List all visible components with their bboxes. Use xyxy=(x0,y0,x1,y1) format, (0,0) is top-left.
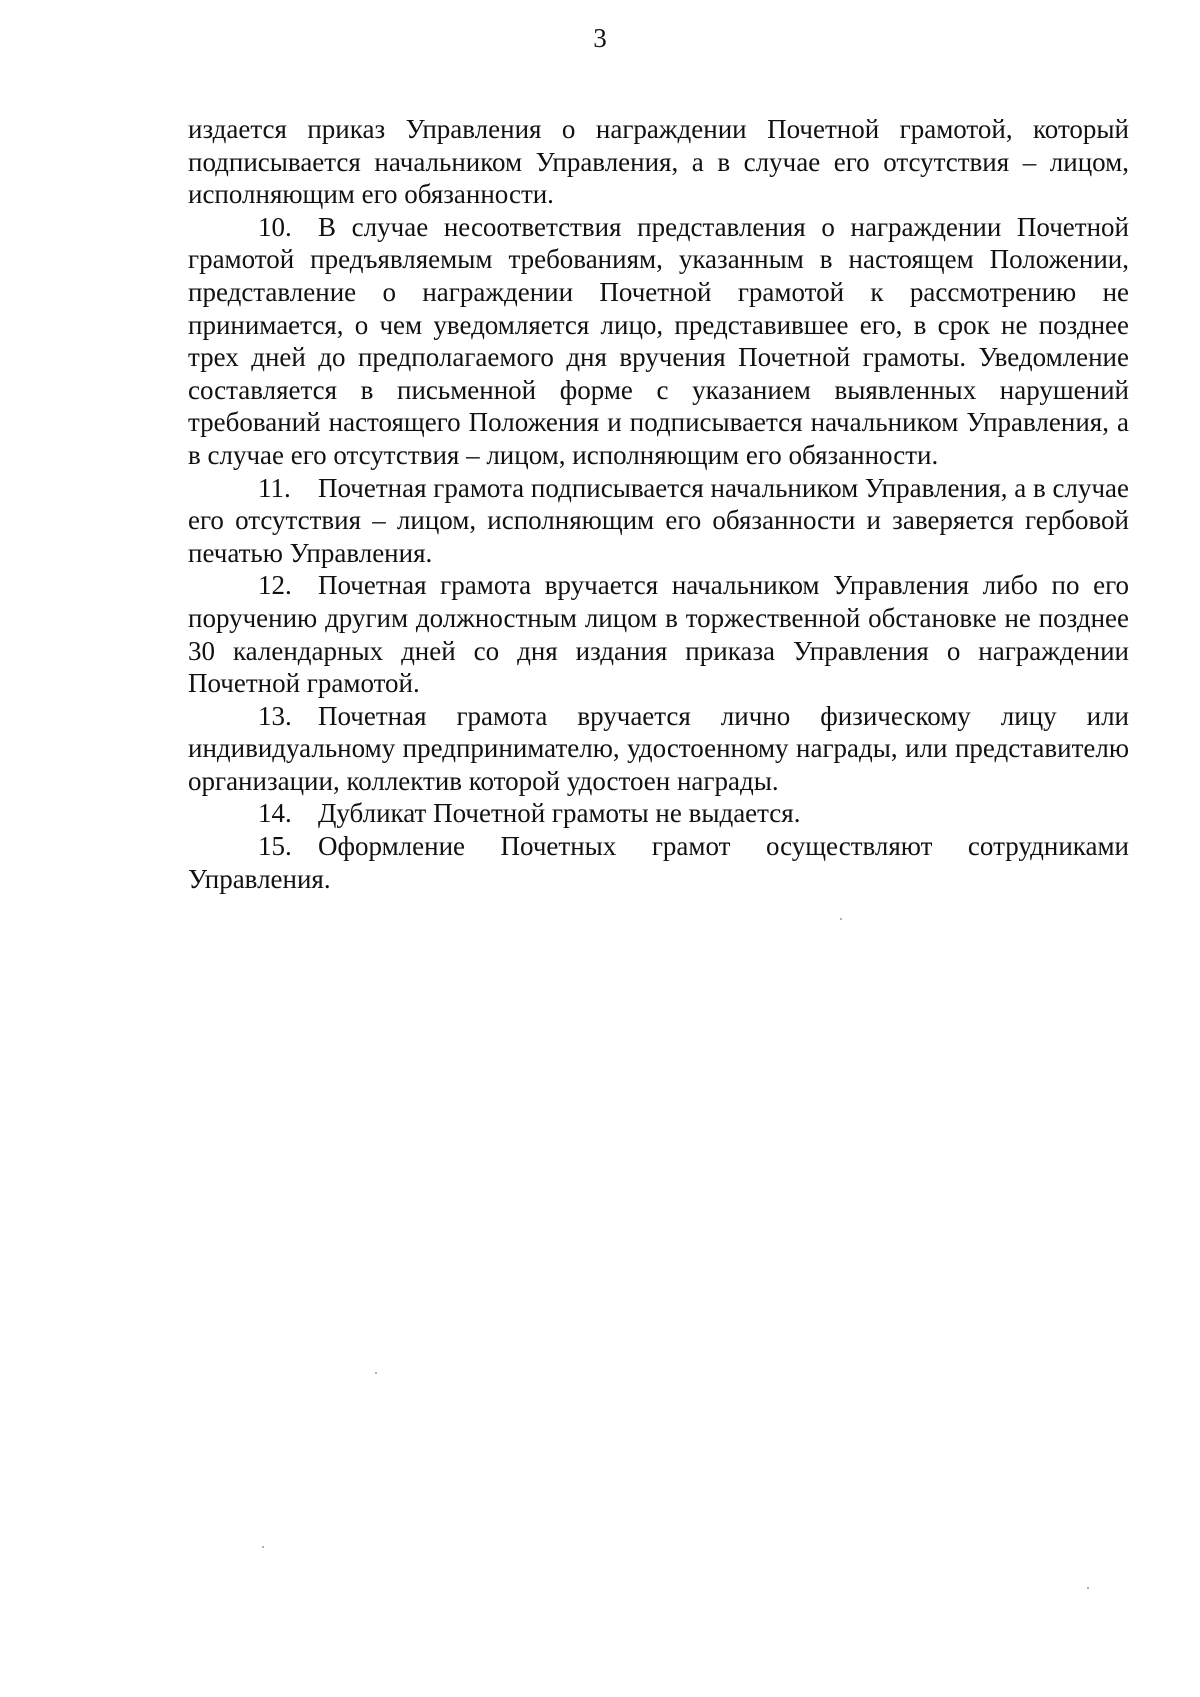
paragraph-11 xyxy=(188,472,1129,570)
paragraph-text: Оформление Почетных грамот осуществляют сотрудниками Управления. xyxy=(188,831,1129,894)
paragraph-text: Почетная грамота вручается начальником Управления либо по его поручению другим должностным лицом в торжественной обстановке не позднее 30 календарных дней со дня издания приказа Управления о награждении Почетной грамотой. xyxy=(188,570,1129,699)
scan-speck xyxy=(375,1372,377,1374)
paragraph-continuation xyxy=(188,113,1129,211)
paragraph-13 xyxy=(188,700,1129,798)
scan-speck xyxy=(840,918,842,920)
paragraph-number: 12. xyxy=(258,570,292,601)
paragraph-number: 11. xyxy=(258,472,291,503)
paragraph-text: Почетная грамота подписывается начальником Управления, а в случае его отсутствия – лицом, исполняющим его обязанности и заверяется гербовой печатью Управления. xyxy=(188,472,1129,568)
paragraph-number: 14. xyxy=(258,798,292,829)
paragraph-12 xyxy=(188,569,1129,699)
paragraph-text: В случае несоответствия представления о награждении Почетной грамотой предъявляемым требованиям, указанным в настоящем Положении, представление о награждении Почетной грамотой к рассмотрению не принимается, о чем уведомляется лицо, представившее его, в срок не позднее трех дней до предполагаемого дня вручения Почетной грамоты. Уведомление составляется в письменной форме с указанием выявленных нарушений требований настоящего Положения и подписывается начальником Управления, а в случае его отсутствия – лицом, исполняющим его обязанности. xyxy=(188,211,1129,470)
paragraph-text: Дубликат Почетной грамоты не выдается. xyxy=(318,798,801,829)
paragraph-text: Почетная грамота вручается лично физическому лицу или индивидуальному предпринимателю, удостоенному награды, или представителю организации, коллектив которой удостоен награды. xyxy=(188,700,1129,796)
document-body xyxy=(188,113,1129,895)
paragraph-15 xyxy=(188,830,1129,895)
paragraph-10 xyxy=(188,211,1129,472)
scan-speck xyxy=(262,1546,264,1548)
paragraph-number: 10. xyxy=(258,211,292,242)
paragraph-text: издается приказ Управления о награждении Почетной грамотой, который подписывается начальником Управления, а в случае его отсутствия – лицом, исполняющим его обязанности. xyxy=(188,114,1129,210)
paragraph-number: 15. xyxy=(258,831,292,862)
page-number: 3 xyxy=(593,23,607,53)
scan-speck xyxy=(1087,1587,1089,1589)
paragraph-number: 13. xyxy=(258,700,292,731)
paragraph-14 xyxy=(188,797,1129,830)
